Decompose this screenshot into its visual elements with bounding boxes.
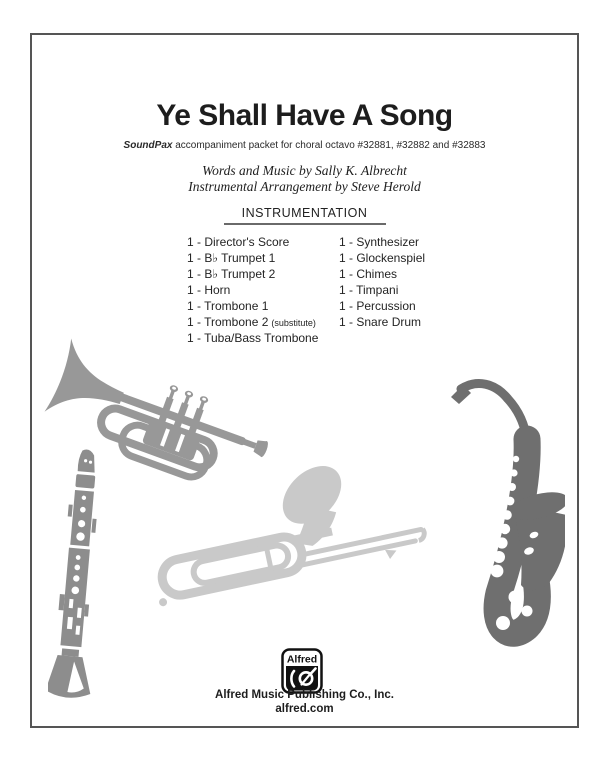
instrumentation-right-column [339,235,428,331]
subtitle-text: accompaniment packet for choral octavo #32881, #32882 and #32883 [172,140,486,151]
credits [32,163,577,195]
credit-words-music: Words and Music by Sally K. Albrecht [202,163,407,178]
list-item: 1 - Chimes [339,267,398,281]
subtitle [32,140,577,151]
soundpax-brand: SoundPax [123,140,173,151]
clarinet-art [48,448,138,706]
list-item: 1 - Director's Score [187,235,290,249]
list-item: 1 - Trombone 2 (substitute) [187,315,316,329]
instrumentation-underline [224,223,386,225]
list-item: 1 - Glockenspiel [339,251,426,265]
list-item: 1 - B♭ Trumpet 2 [187,267,276,281]
list-item: 1 - B♭ Trumpet 1 [187,251,276,265]
list-item: 1 - Trombone 1 [187,299,269,313]
saxophone-art [415,375,565,665]
list-item: 1 - Percussion [339,299,416,313]
list-item: 1 - Tuba/Bass Trombone [187,331,319,345]
credit-arrangement: Instrumental Arrangement by Steve Herold [188,179,421,194]
publisher-line: Alfred Music Publishing Co., Inc. [215,689,394,701]
alfred-logo-text: Alfred [286,653,318,666]
clarinet-icon [48,448,138,706]
list-item: 1 - Horn [187,283,231,297]
website-line: alfred.com [275,703,334,715]
alfred-logo [281,648,323,694]
list-item: 1 - Snare Drum [339,315,422,329]
saxophone-icon [415,375,565,665]
instrumentation-left-column [187,235,321,347]
page-title: Ye Shall Have A Song [156,99,453,132]
instrumentation-heading: INSTRUMENTATION [241,206,368,220]
alfred-logo-icon [281,648,323,694]
list-item: 1 - Timpani [339,283,399,297]
list-item: 1 - Synthesizer [339,235,420,249]
